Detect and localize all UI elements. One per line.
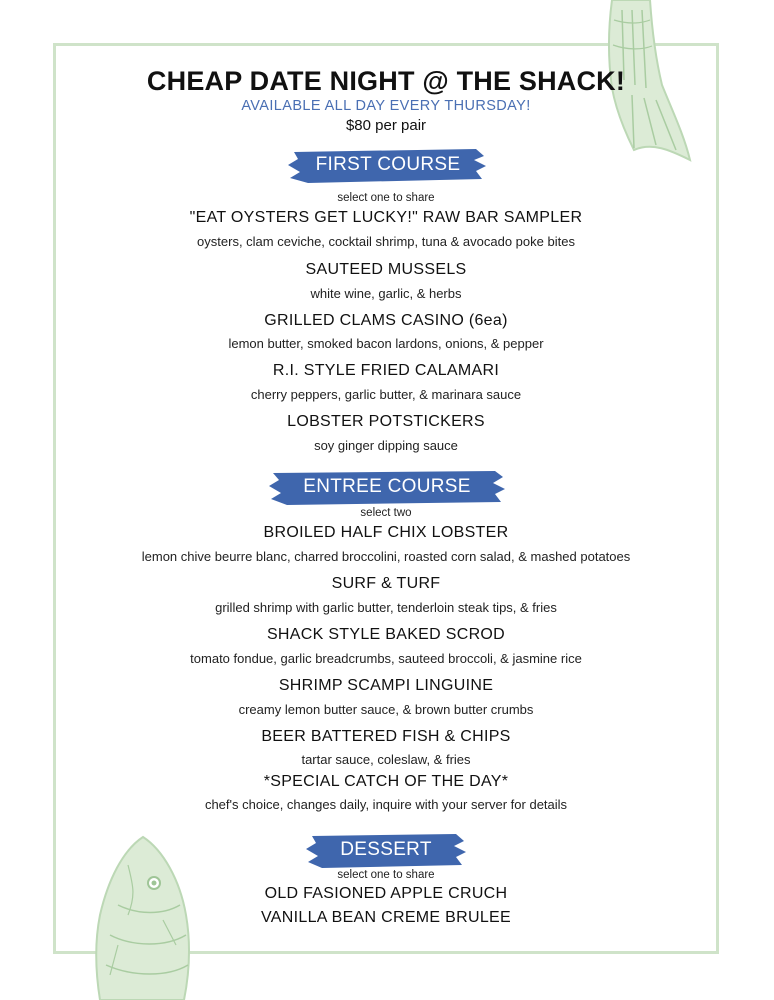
menu-item-description: creamy lemon butter sauce, & brown butter crumbs bbox=[238, 702, 534, 717]
section-heading: FIRST COURSE bbox=[315, 154, 461, 175]
menu-item-description: cherry peppers, garlic butter, & marinara sauce bbox=[250, 387, 522, 402]
menu-item-name: *SPECIAL CATCH OF THE DAY* bbox=[263, 773, 509, 790]
price-per-pair: $80 per pair bbox=[345, 117, 427, 134]
menu-item-name: SHRIMP SCAMPI LINGUINE bbox=[278, 677, 494, 694]
menu-item-name: OLD FASIONED APPLE CRUCH bbox=[264, 885, 508, 902]
section-heading: DESSERT bbox=[340, 839, 432, 860]
menu-item-name: SHACK STYLE BAKED SCROD bbox=[266, 626, 506, 643]
menu-item-description: lemon chive beurre blanc, charred broccolini, roasted corn salad, & mashed potatoes bbox=[141, 549, 631, 564]
first-course-note: select one to share bbox=[337, 192, 435, 204]
entree-course-banner bbox=[269, 468, 505, 508]
menu-item-description: lemon butter, smoked bacon lardons, onions, & pepper bbox=[228, 336, 544, 351]
menu-item-name: GRILLED CLAMS CASINO (6ea) bbox=[264, 312, 508, 329]
menu-item-description: tomato fondue, garlic breadcrumbs, sauteed broccoli, & jasmine rice bbox=[190, 651, 582, 666]
section-heading: ENTREE COURSE bbox=[303, 476, 471, 497]
menu-item-description: oysters, clam ceviche, cocktail shrimp, tuna & avocado poke bites bbox=[197, 234, 575, 249]
menu-item-description: grilled shrimp with garlic butter, tenderloin steak tips, & fries bbox=[215, 600, 557, 615]
menu-item-name: SURF & TURF bbox=[331, 575, 441, 592]
menu-item-description: tartar sauce, coleslaw, & fries bbox=[301, 752, 471, 767]
menu-item-description: chef's choice, changes daily, inquire with your server for details bbox=[204, 797, 568, 812]
menu-item-name: R.I. STYLE FRIED CALAMARI bbox=[272, 362, 500, 379]
menu-title: CHEAP DATE NIGHT @ THE SHACK! bbox=[146, 66, 626, 96]
menu-item-description: white wine, garlic, & herbs bbox=[310, 286, 462, 301]
menu-item-name: LOBSTER POTSTICKERS bbox=[287, 413, 485, 430]
menu-item-name: BEER BATTERED FISH & CHIPS bbox=[261, 728, 511, 745]
menu-item-name: VANILLA BEAN CREME BRULEE bbox=[261, 909, 511, 926]
availability-subtitle: AVAILABLE ALL DAY EVERY THURSDAY! bbox=[241, 98, 531, 114]
menu-item-name: "EAT OYSTERS GET LUCKY!" RAW BAR SAMPLER bbox=[189, 209, 583, 226]
menu-item-description: soy ginger dipping sauce bbox=[314, 438, 458, 453]
first-course-banner bbox=[288, 146, 488, 186]
menu-item-name: BROILED HALF CHIX LOBSTER bbox=[263, 524, 509, 541]
menu-item-name: SAUTEED MUSSELS bbox=[305, 261, 467, 278]
dessert-banner bbox=[306, 831, 466, 871]
entree-course-note: select two bbox=[360, 507, 412, 519]
dessert-note: select one to share bbox=[337, 869, 435, 881]
